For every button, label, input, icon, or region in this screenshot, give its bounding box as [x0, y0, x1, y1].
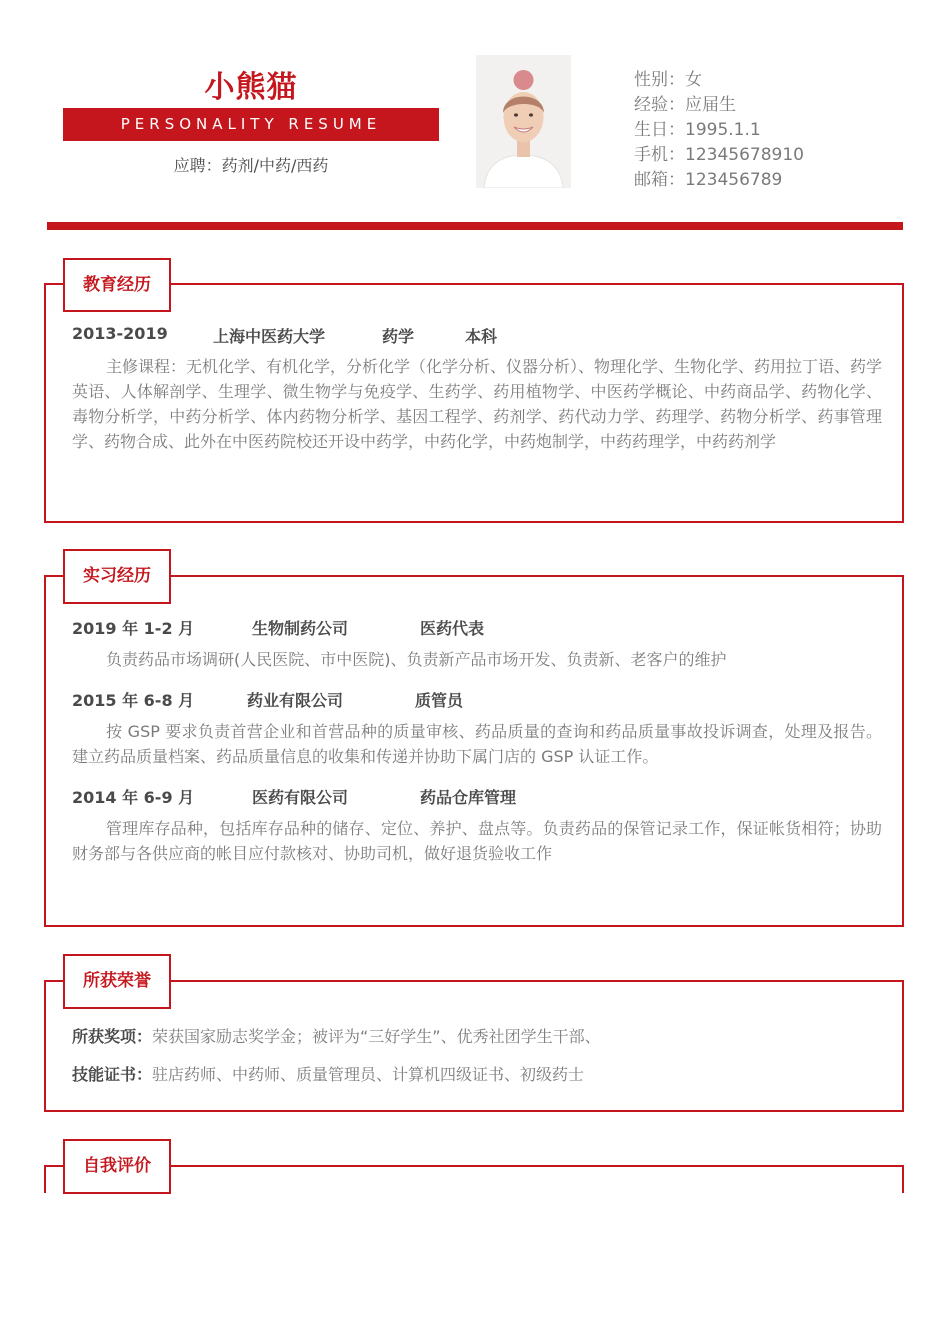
internship-title: 实习经历: [63, 549, 171, 604]
certificates-label: 技能证书：: [72, 1065, 153, 1084]
self-eval-title: 自我评价: [63, 1139, 171, 1194]
info-birthday: 生日：1995.1.1: [634, 120, 761, 140]
info-gender: 性别：女: [634, 70, 702, 90]
portrait-illustration: [476, 55, 571, 188]
info-phone: 手机：12345678910: [634, 145, 804, 165]
internship-2-company: 药业有限公司: [247, 691, 344, 710]
awards-label: 所获奖项：: [72, 1027, 153, 1046]
profile-photo: [476, 55, 571, 188]
internship-1-period: 2019 年 1-2 月: [72, 619, 195, 638]
internship-3-company: 医药有限公司: [252, 788, 349, 807]
info-email: 邮箱：123456789: [634, 170, 783, 190]
education-school: 上海中医药大学: [213, 327, 326, 346]
internship-2-desc: 按 GSP 要求负责首营企业和首营品种的质量审核、药品质量的查询和药品质量事故投诉调查，处理及报告。建立药品质量档案、药品质量信息的收集和传递并协助下属门店的 GSP 认证工作。: [72, 722, 882, 766]
honors-title: 所获荣誉: [63, 954, 171, 1009]
honors-awards: [72, 1024, 601, 1047]
self-eval-section: [44, 1165, 904, 1193]
education-courses: 主修课程：无机化学、有机化学，分析化学（化学分析、仪器分析）、物理化学、生物化学、药用拉丁语、药学英语、人体解剖学、生理学、微生物学与免疫学、生药学、药用植物学、中医药学概论、中药商品学、药物化学、毒物分析学，中药分析学、体内药物分析学、基因工程学、药剂学、药代动力学、药理学、药物分析学、药事管理学、药物合成、此外在中医药院校还开设中药学，中药化学，中药炮制学，中药药理学，中药药剂学: [72, 357, 883, 451]
internship-3-role: 药品仓库管理: [420, 788, 517, 807]
internship-item-3-header: [72, 785, 872, 807]
education-major: 药学: [382, 327, 415, 346]
internship-3-period: 2014 年 6-9 月: [72, 788, 195, 807]
awards-text: 荣获国家励志奖学金；被评为“三好学生”、优秀社团学生干部、: [152, 1027, 601, 1046]
applied-position: 应聘：药剂/中药/西药: [173, 156, 329, 175]
internship-1-role: 医药代表: [420, 619, 485, 638]
honors-certificates: [72, 1062, 584, 1085]
personal-info: [634, 68, 804, 193]
header-divider: [47, 222, 903, 230]
internship-3-desc: 管理库存品种，包括库存品种的储存、定位、养护、盘点等。负责药品的保管记录工作，保证帐货相符；协助财务部与各供应商的帐目应付款核对、协助司机，做好退货验收工作: [72, 819, 882, 863]
resume-banner: PERSONALITY RESUME: [63, 108, 439, 141]
education-title: 教育经历: [63, 258, 171, 312]
internship-item-2-header: [72, 688, 872, 710]
internship-2-period: 2015 年 6-8 月: [72, 691, 195, 710]
education-period: 2013-2019: [72, 324, 168, 343]
education-degree: 本科: [465, 327, 498, 346]
internship-1-desc: 负责药品市场调研(人民医院、市中医院)、负责新产品市场开发、负责新、老客户的维护: [106, 650, 727, 669]
internship-2-role: 质管员: [415, 691, 464, 710]
education-header: [72, 324, 872, 346]
info-experience: 经验：应届生: [634, 95, 736, 115]
internship-item-1-header: [72, 616, 872, 638]
internship-1-company: 生物制药公司: [252, 619, 349, 638]
candidate-name: 小熊猫: [204, 70, 298, 105]
certificates-text: 驻店药师、中药师、质量管理员、计算机四级证书、初级药士: [152, 1065, 585, 1084]
